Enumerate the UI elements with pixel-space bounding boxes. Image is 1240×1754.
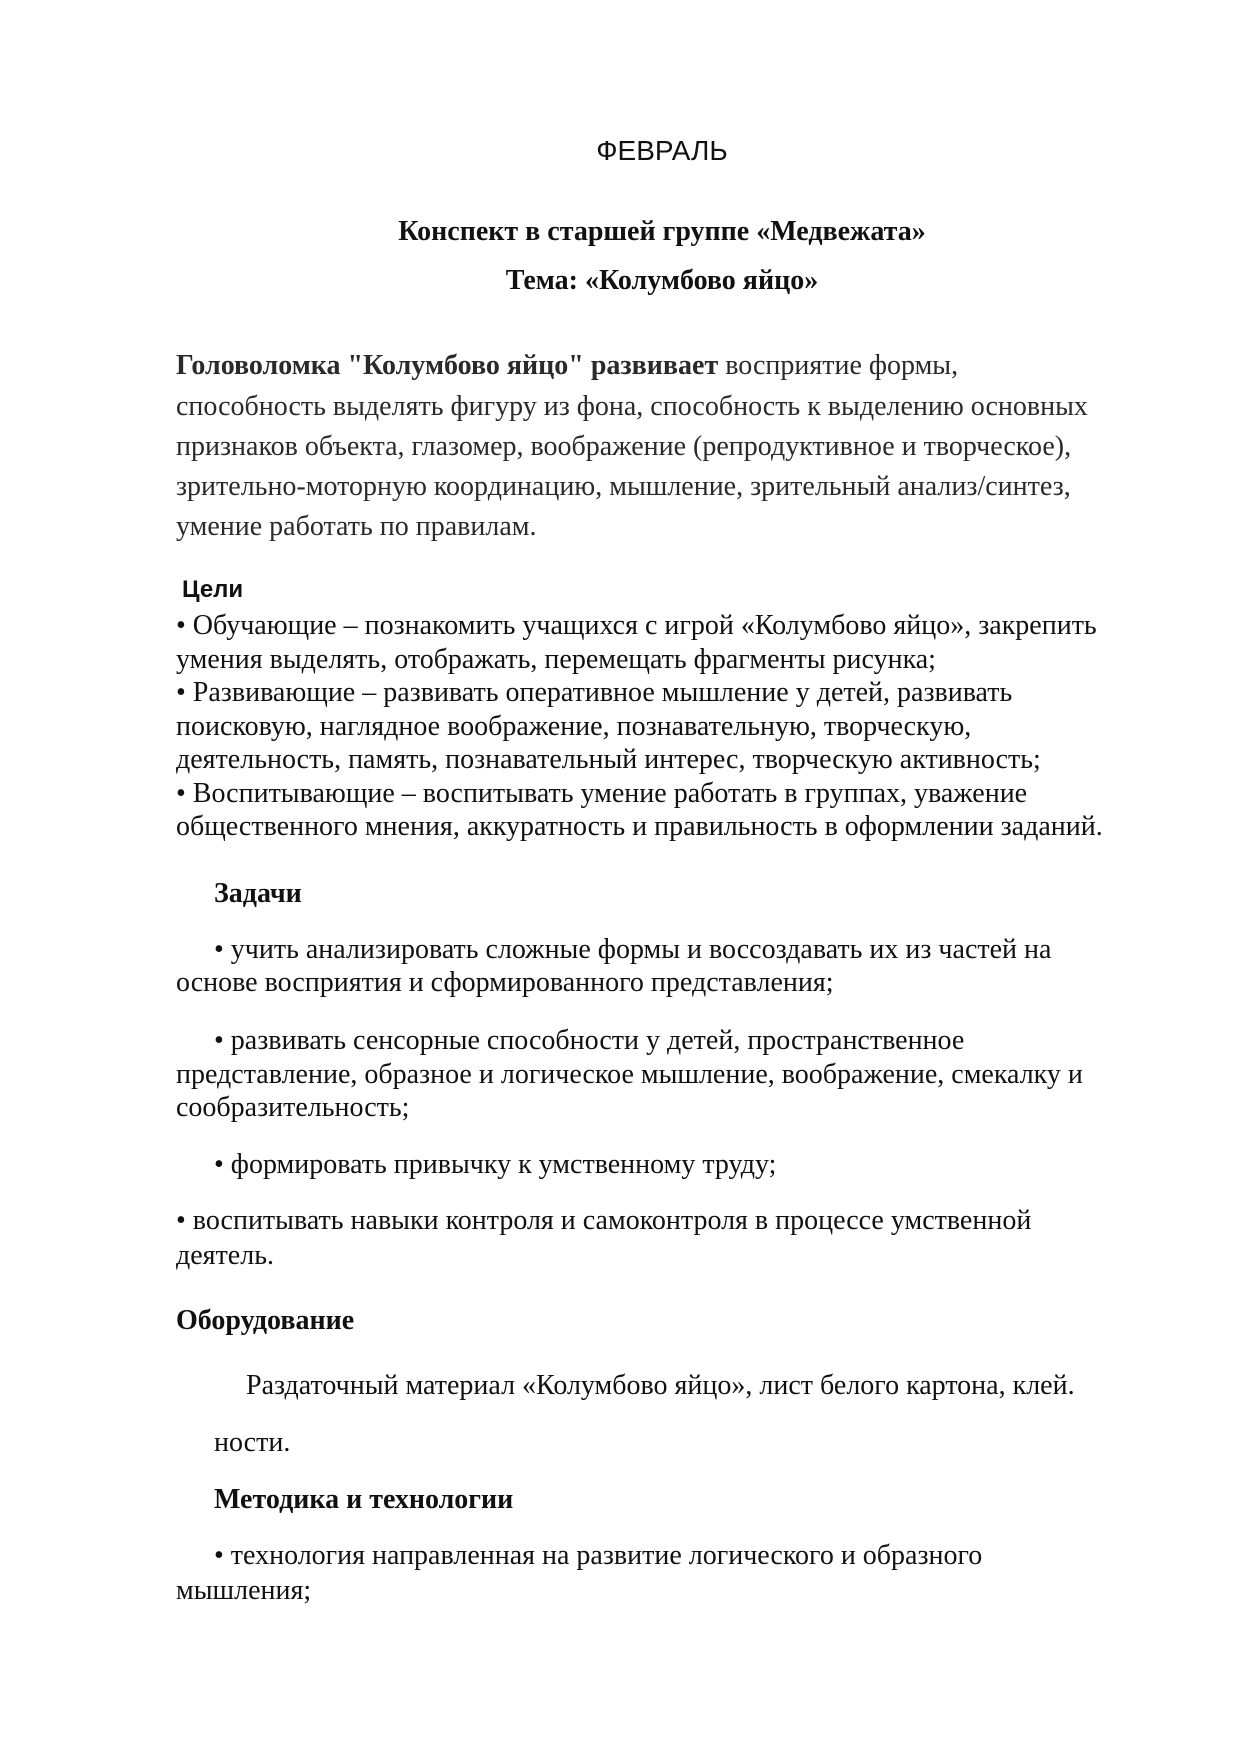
intro-line: признаков объекта, глазомер, воображение (репродуктивное и творческое), bbox=[176, 431, 1072, 462]
equipment-line: ности. bbox=[214, 1427, 291, 1458]
tasks-line: • развивать сенсорные способности у детей, пространственное bbox=[214, 1025, 965, 1056]
tasks-line: • формировать привычку к умственному труду; bbox=[214, 1149, 777, 1180]
methods-line: • технология направленная на развитие логического и образного bbox=[214, 1540, 983, 1571]
equipment-line: Раздаточный материал «Колумбово яйцо», лист белого картона, клей. bbox=[246, 1370, 1075, 1401]
intro-line bbox=[176, 349, 958, 383]
tasks-line: представление, образное и логическое мышление, воображение, смекалку и bbox=[176, 1059, 1083, 1090]
methods-heading: Методика и технологии bbox=[214, 1484, 514, 1515]
intro-line: умение работать по правилам. bbox=[176, 511, 537, 542]
goals-heading: Цели bbox=[182, 576, 244, 603]
tasks-line: сообразительность; bbox=[176, 1092, 410, 1123]
lesson-theme: Тема: «Колумбово яйцо» bbox=[505, 265, 819, 296]
intro-line: способность выделять фигуру из фона, способность к выделению основных bbox=[176, 391, 1088, 422]
methods-line: мышления; bbox=[176, 1575, 312, 1606]
goals-line: деятельность, память, познавательный интерес, творческую активность; bbox=[176, 744, 1041, 775]
goals-line: • Воспитывающие – воспитывать умение работать в группах, уважение bbox=[176, 778, 1028, 809]
intro-bold-lead: Головоломка "Колумбово яйцо" развивает bbox=[176, 350, 719, 381]
goals-line: умения выделять, отображать, перемещать фрагменты рисунка; bbox=[176, 644, 936, 675]
tasks-line: • учить анализировать сложные формы и воссоздавать их из частей на bbox=[214, 934, 1052, 965]
goals-line: • Развивающие – развивать оперативное мышление у детей, развивать bbox=[176, 677, 1013, 708]
equipment-heading: Оборудование bbox=[176, 1305, 355, 1336]
goals-line: общественного мнения, аккуратность и правильность в оформлении заданий. bbox=[176, 811, 1103, 842]
intro-line1-rest: восприятие формы, bbox=[718, 350, 959, 381]
tasks-line: деятель. bbox=[176, 1240, 274, 1271]
goals-line: • Обучающие – познакомить учащихся с игрой «Колумбово яйцо», закрепить bbox=[176, 610, 1097, 641]
intro-line: зрительно-моторную координацию, мышление, зрительный анализ/синтез, bbox=[176, 471, 1071, 502]
month-heading: ФЕВРАЛЬ bbox=[596, 135, 728, 166]
tasks-line: • воспитывать навыки контроля и самоконтроля в процессе умственной bbox=[176, 1205, 1032, 1236]
tasks-line: основе восприятия и сформированного представления; bbox=[176, 967, 834, 998]
tasks-heading: Задачи bbox=[214, 878, 302, 909]
lesson-title: Конспект в старшей группе «Медвежата» bbox=[398, 216, 926, 247]
goals-line: поисковую, наглядное воображение, познавательную, творческую, bbox=[176, 711, 972, 742]
